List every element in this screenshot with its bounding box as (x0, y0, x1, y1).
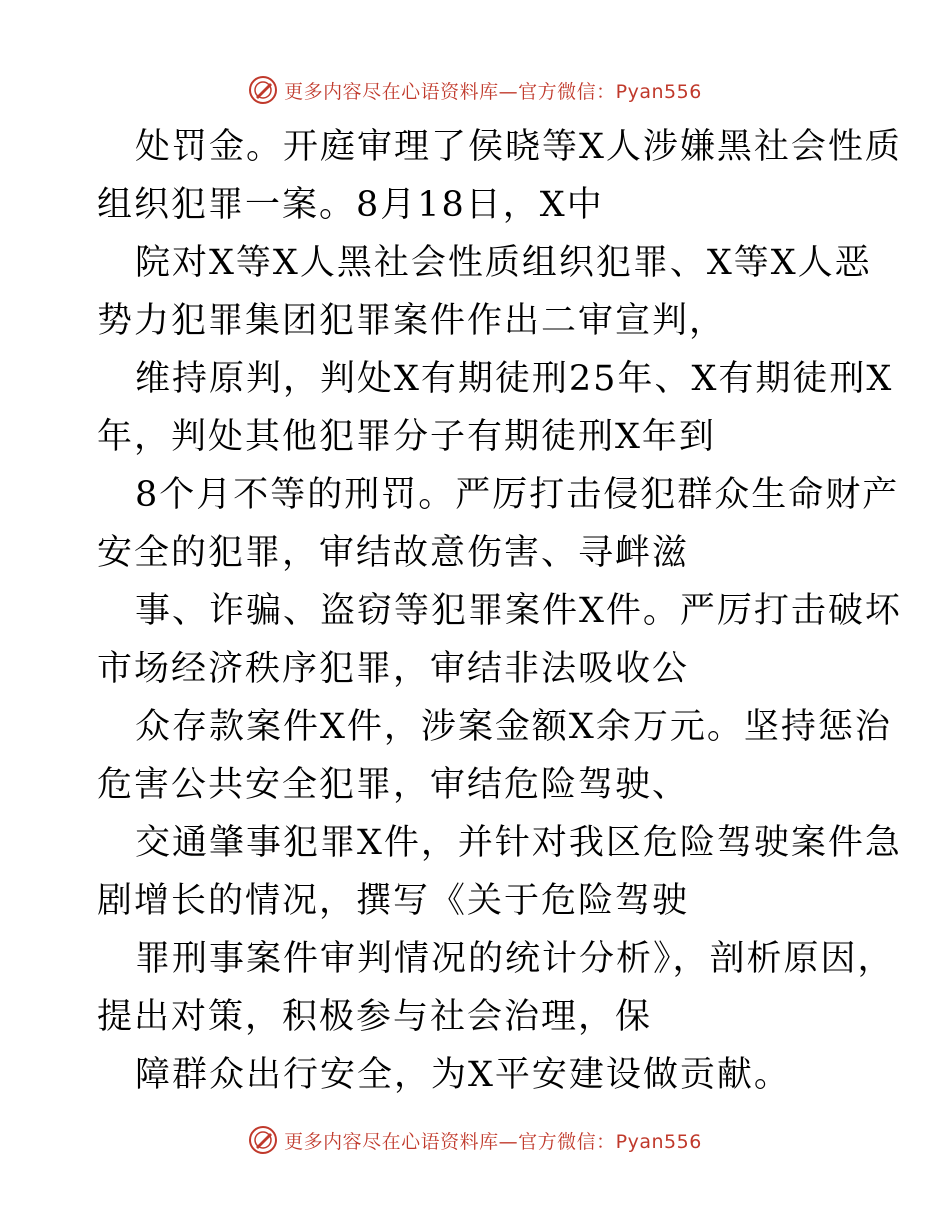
text-line: 事、诈骗、盗窃等犯罪案件X件。严厉打击破坏 (135, 591, 902, 631)
text-line: 处罚金。开庭审理了侯晓等X人涉嫌黑社会性质 (135, 127, 902, 167)
footer-wechat-id: Pyan556 (615, 1130, 702, 1153)
text-line: 市场经济秩序犯罪，审结非法吸收公 (97, 649, 690, 689)
header-wechat-id: Pyan556 (615, 80, 702, 103)
header-banner-text (284, 77, 702, 104)
footer-label: 更多内容尽在心语资料库—官方微信： (284, 1130, 616, 1153)
text-line: 剧增长的情况，撰写《关于危险驾驶 (97, 881, 690, 921)
text-line: 安全的犯罪，审结故意伤害、寻衅滋 (97, 533, 690, 573)
header-banner (0, 70, 950, 110)
text-line: 年，判处其他犯罪分子有期徒刑X年到 (97, 417, 716, 457)
footer-banner (0, 1120, 950, 1160)
footer-banner-text (284, 1127, 702, 1154)
pen-circle-logo-icon (248, 1125, 278, 1155)
text-line: 罪刑事案件审判情况的统计分析》，剖析原因， (135, 939, 895, 979)
text-line: 交通肇事犯罪X件，并针对我区危险驾驶案件急 (135, 823, 902, 863)
header-label: 更多内容尽在心语资料库—官方微信： (284, 80, 616, 103)
text-line: 障群众出行安全，为X平安建设做贡献。 (135, 1055, 791, 1095)
text-line: 提出对策，积极参与社会治理，保 (97, 997, 653, 1037)
pen-circle-logo-icon (248, 75, 278, 105)
text-line: 众存款案件X件，涉案金额X余万元。坚持惩治 (135, 707, 892, 747)
text-line: 8个月不等的刑罚。严厉打击侵犯群众生命财产 (135, 475, 900, 515)
text-line: 势力犯罪集团犯罪案件作出二审宣判， (97, 301, 727, 341)
text-line: 危害公共安全犯罪，审结危险驾驶、 (97, 765, 690, 805)
text-line: 组织犯罪一案。8月18日，X中 (97, 185, 604, 225)
text-line: 维持原判，判处X有期徒刑25年、X有期徒刑X (135, 359, 894, 399)
text-line: 院对X等X人黑社会性质组织犯罪、X等X人恶 (135, 243, 872, 283)
